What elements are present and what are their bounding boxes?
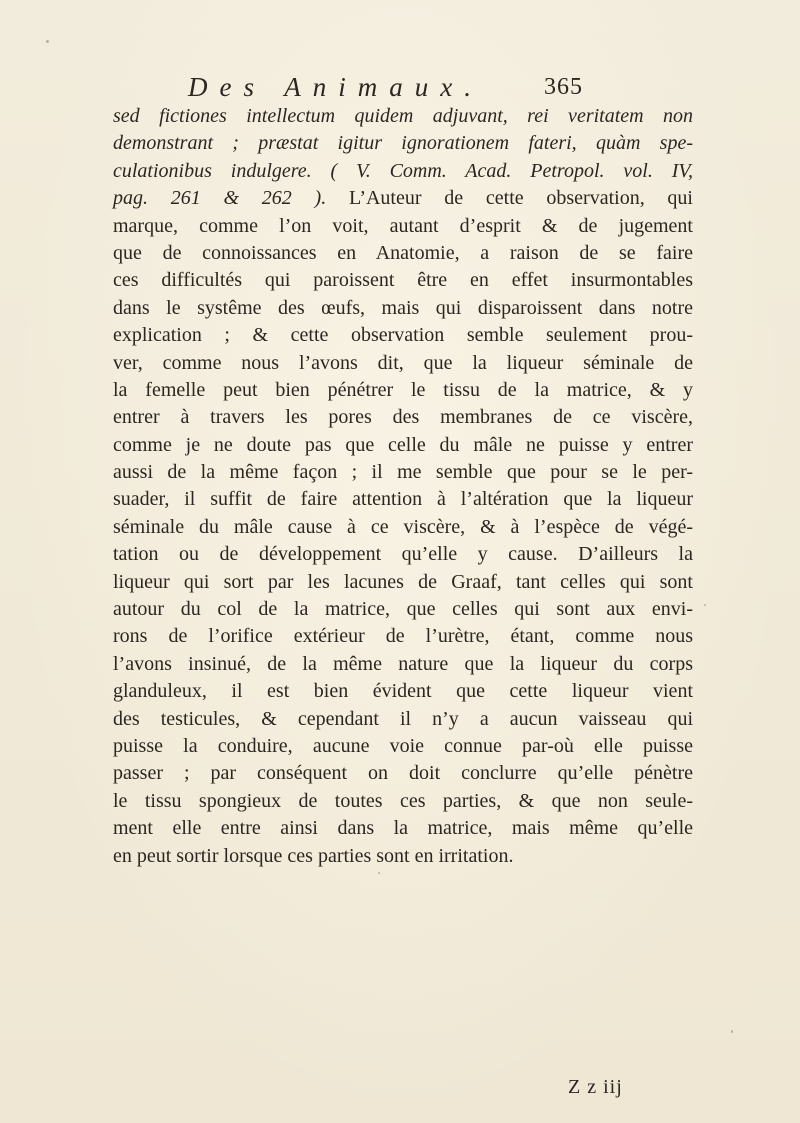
text-line: en peut sortir lorsque ces parties sont en irritation. [113, 844, 514, 867]
body-text [113, 103, 693, 870]
paper-speck [378, 872, 380, 874]
text-line: la femelle peut bien pénétrer le tissu de la matrice, & y [113, 378, 693, 401]
text-line: autour du col de la matrice, que celles qui sont aux envi- [113, 598, 693, 621]
text-line [113, 185, 693, 212]
text-line: passer ; par conséquent on doit conclurre qu’elle pénètre [113, 762, 693, 785]
text-line: que de connoissances en Anatomie, a raison de se faire [113, 241, 693, 264]
text-line: séminale du mâle cause à ce viscère, & à l’espèce de végé- [113, 515, 693, 538]
text-line: aussi de la même façon ; il me semble que pour se le per- [113, 461, 693, 484]
text-line: sed fictiones intellectum quidem adjuvant, rei veritatem non [113, 105, 693, 127]
text-line: des testicules, & cependant il n’y a aucun vaisseau qui [113, 707, 693, 730]
text-line: ment elle entre ainsi dans la matrice, mais même qu’elle [113, 817, 693, 840]
text-line: marque, comme l’on voit, autant d’esprit & de jugement [113, 214, 693, 237]
text-line: liqueur qui sort par les lacunes de Graaf, tant celles qui sont [113, 570, 693, 593]
page-number: 365 [544, 74, 583, 100]
text-line: culationibus indulgere. ( V. Comm. Acad. Petropol. vol. IV, [113, 159, 693, 182]
text-line: comme je ne doute pas que celle du mâle ne puisse y entrer [113, 433, 693, 456]
text-line: ces difficultés qui paroissent être en effet insurmontables [113, 269, 693, 292]
text-line: demonstrant ; præstat igitur ignorationem fateri, quàm spe- [113, 132, 693, 155]
signature-mark: Z z iij [568, 1076, 623, 1098]
text-fragment: L’Auteur de cette observation, qui [326, 187, 693, 210]
text-line: dans le systême des œufs, mais qui disparoissent dans notre [113, 296, 693, 319]
running-head: Des Animaux. [188, 72, 483, 102]
paper-speck [46, 40, 49, 43]
text-line: l’avons insinué, de la même nature que la liqueur du corps [113, 652, 693, 675]
text-line: tation ou de développement qu’elle y cause. D’ailleurs la [113, 543, 693, 566]
text-line: rons de l’orifice extérieur de l’urètre, étant, comme nous [113, 625, 693, 648]
text-line: ver, comme nous l’avons dit, que la liqueur séminale de [113, 351, 693, 374]
paper-speck [704, 604, 706, 606]
text-line: explication ; & cette observation semble seulement prou- [113, 324, 693, 347]
text-line: puisse la conduire, aucune voie connue par-où elle puisse [113, 734, 693, 757]
text-line: le tissu spongieux de toutes ces parties, & que non seule- [113, 789, 693, 812]
paper-speck [731, 1030, 733, 1033]
text-line: glanduleux, il est bien évident que cette liqueur vient [113, 680, 693, 703]
text-line: entrer à travers les pores des membranes de ce viscère, [113, 406, 693, 429]
citation-fragment: pag. 261 & 262 ). [113, 187, 327, 210]
text-line: suader, il suffit de faire attention à l’altération que la liqueur [113, 488, 693, 511]
